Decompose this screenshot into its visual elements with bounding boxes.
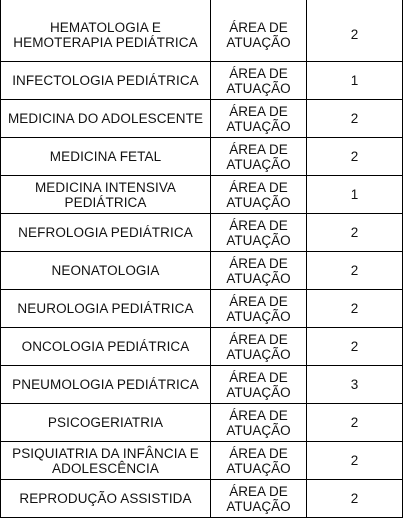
table-row xyxy=(1,176,403,214)
area-line-2: ATUAÇÃO xyxy=(226,384,291,400)
area-line-2: ATUAÇÃO xyxy=(226,422,291,438)
area-line-2: ATUAÇÃO xyxy=(226,34,291,50)
count-cell: 2 xyxy=(307,328,403,366)
area-line-2: ATUAÇÃO xyxy=(226,156,291,172)
count-cell: 2 xyxy=(307,252,403,290)
area-cell xyxy=(211,214,307,252)
table-row xyxy=(1,366,403,404)
area-line-1: ÁREA DE xyxy=(229,255,288,271)
area-cell xyxy=(211,366,307,404)
specialty-name: MEDICINA DO ADOLESCENTE xyxy=(1,100,211,138)
specialty-name: NEUROLOGIA PEDIÁTRICA xyxy=(1,290,211,328)
area-line-1: ÁREA DE xyxy=(229,483,288,499)
area-line-1: ÁREA DE xyxy=(229,407,288,423)
specialty-name: PSICOGERIATRIA xyxy=(1,404,211,442)
area-line-2: ATUAÇÃO xyxy=(226,80,291,96)
area-line-1: ÁREA DE xyxy=(229,103,288,119)
table-row xyxy=(1,404,403,442)
table-row xyxy=(1,62,403,100)
area-line-1: ÁREA DE xyxy=(229,141,288,157)
table-row xyxy=(1,442,403,480)
table-row xyxy=(1,100,403,138)
area-cell xyxy=(211,138,307,176)
area-line-2: ATUAÇÃO xyxy=(226,346,291,362)
area-line-2: ATUAÇÃO xyxy=(226,270,291,286)
table-row xyxy=(1,0,403,62)
area-line-1: ÁREA DE xyxy=(229,179,288,195)
specialty-name: NEONATOLOGIA xyxy=(1,252,211,290)
area-line-1: ÁREA DE xyxy=(229,293,288,309)
table-row xyxy=(1,214,403,252)
area-cell xyxy=(211,290,307,328)
area-line-2: ATUAÇÃO xyxy=(226,460,291,476)
area-line-1: ÁREA DE xyxy=(229,331,288,347)
area-line-2: ATUAÇÃO xyxy=(226,232,291,248)
count-cell: 2 xyxy=(307,0,403,62)
area-cell xyxy=(211,252,307,290)
count-cell: 2 xyxy=(307,442,403,480)
specialty-name: PSIQUIATRIA DA INFÂNCIA E ADOLESCÊNCIA xyxy=(1,442,211,480)
count-cell: 2 xyxy=(307,290,403,328)
specialty-name: ONCOLOGIA PEDIÁTRICA xyxy=(1,328,211,366)
area-cell xyxy=(211,62,307,100)
specialty-name: NEFROLOGIA PEDIÁTRICA xyxy=(1,214,211,252)
count-cell: 1 xyxy=(307,176,403,214)
count-cell: 2 xyxy=(307,138,403,176)
area-cell xyxy=(211,442,307,480)
area-cell xyxy=(211,404,307,442)
count-cell: 3 xyxy=(307,366,403,404)
specialty-name: HEMATOLOGIA E HEMOTERAPIA PEDIÁTRICA xyxy=(1,0,211,62)
table-row xyxy=(1,290,403,328)
area-line-1: ÁREA DE xyxy=(229,19,288,35)
count-cell: 2 xyxy=(307,480,403,518)
area-line-2: ATUAÇÃO xyxy=(226,194,291,210)
area-line-2: ATUAÇÃO xyxy=(226,498,291,514)
table-row xyxy=(1,480,403,518)
area-line-1: ÁREA DE xyxy=(229,65,288,81)
area-cell xyxy=(211,328,307,366)
area-line-1: ÁREA DE xyxy=(229,217,288,233)
area-cell xyxy=(211,0,307,62)
count-cell: 1 xyxy=(307,62,403,100)
count-cell: 2 xyxy=(307,404,403,442)
specialty-name: MEDICINA INTENSIVA PEDIÁTRICA xyxy=(1,176,211,214)
specialties-table-body xyxy=(1,0,403,518)
count-cell: 2 xyxy=(307,100,403,138)
specialty-name: MEDICINA FETAL xyxy=(1,138,211,176)
area-cell xyxy=(211,480,307,518)
area-line-1: ÁREA DE xyxy=(229,445,288,461)
specialty-name: REPRODUÇÃO ASSISTIDA xyxy=(1,480,211,518)
specialty-name: PNEUMOLOGIA PEDIÁTRICA xyxy=(1,366,211,404)
area-cell xyxy=(211,100,307,138)
table-row xyxy=(1,252,403,290)
table-row xyxy=(1,138,403,176)
area-line-1: ÁREA DE xyxy=(229,369,288,385)
area-line-2: ATUAÇÃO xyxy=(226,118,291,134)
area-cell xyxy=(211,176,307,214)
specialty-name: INFECTOLOGIA PEDIÁTRICA xyxy=(1,62,211,100)
area-line-2: ATUAÇÃO xyxy=(226,308,291,324)
table-row xyxy=(1,328,403,366)
count-cell: 2 xyxy=(307,214,403,252)
